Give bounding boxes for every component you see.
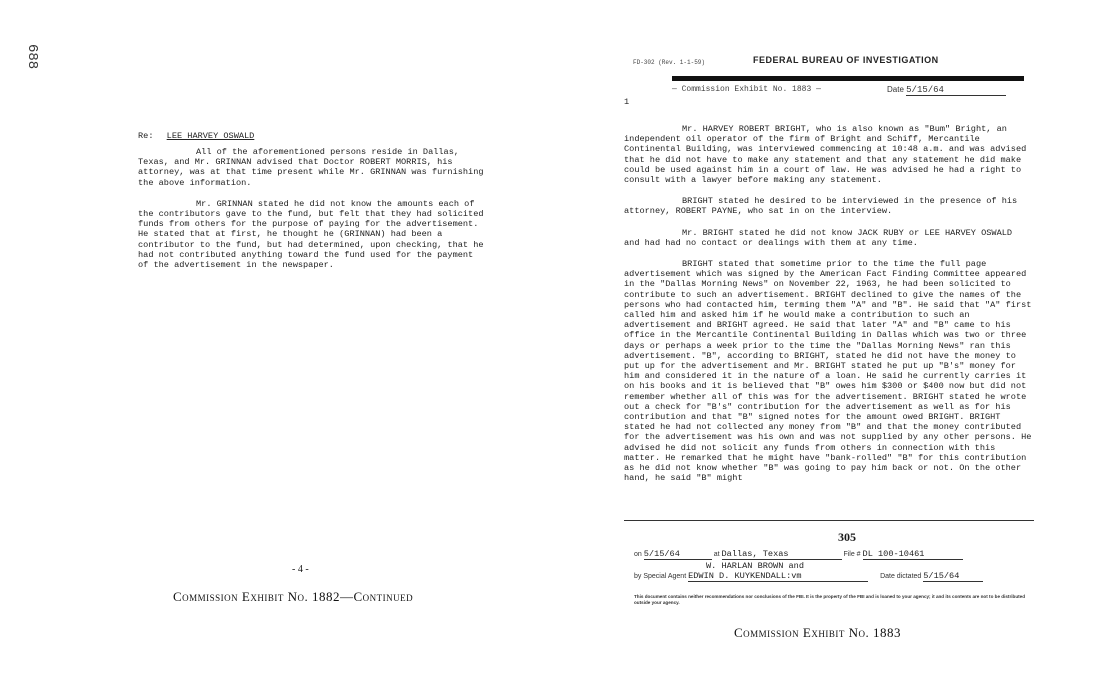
form-code: FD-302 (Rev. 1-1-59) [633,59,706,66]
on-date: 5/15/64 [644,549,712,560]
right-paragraph-3: Mr. BRIGHT stated he did not know JACK RUBY or LEE HARVEY OSWALD and had had no contact or dealings with them at any time. [624,227,1013,248]
file-label: File # [843,551,861,558]
body-end-rule [624,520,1034,521]
date-value: 5/15/64 [906,85,1006,96]
left-caption: Commission Exhibit No. 1882—Continued [173,589,414,604]
margin-number: 1 [624,97,630,107]
exhibit-label: Commission Exhibit No. 1883 [681,85,812,94]
right-body [624,124,1032,495]
right-caption: Commission Exhibit No. 1883 [734,625,902,640]
page-number: 688 [24,44,40,70]
footer-row-2 [634,571,983,582]
right-paragraph-4: BRIGHT stated that sometime prior to the time the full page advertisement which was signed by the American Fact Finding Committee appeared in the "Dallas Morning News" on November 22, 1963, he had been solicited to contribute to such an advertisement. BRIGHT declined to give the names of the persons who had contacted him, terming them "A" and "B". He said that "A" first called him and asked him if he would make a contribution to such an advertisement and BRIGHT agreed. He said that later "A" and "B" came to his office in the Mercantile Continental Building in Dallas which was two or three days or perhaps a week prior to the time the "Dallas Morning News" ran this advertisement. "B", according to BRIGHT, stated he did not have the money to put up for the advertisement and Mr. BRIGHT stated he put up "B's" money for him and considered it in the nature of a loan. He said he currently carries it on his books and it is believed that "B" owes him $300 or $400 now but did not remember whether all of this was for the advertisement. BRIGHT stated he wrote out a check for "B's" contribution for the advertisement as well as for his contribution and that "B" signed notes for the amount owed BRIGHT. BRIGHT stated he had not collected any money from "B" and that the money contributed for the advertisement was his own and was not supplied by any other persons. He advised he did not solicit any funds from others in connection with this matter. He remarked that he might have "bank-rolled" "B" for this contribution as he did not know whether "B" was going to pay him back or not. On the other hand, he said "B" might [624,259,1032,484]
left-paragraph-1: All of the aforementioned persons reside in Dallas, Texas, and Mr. GRINNAN advised that Doctor ROBERT MORRIS, his attorney, was at that time present while Mr. GRINNAN was furnishing the above information. [138,147,484,188]
page-stamp: 305 [838,530,856,544]
right-paragraph-2: BRIGHT stated he desired to be interviewed in the presence of his attorney, ROBERT PAYNE, who sat in on the interview. [624,196,1018,217]
date-label: Date [887,85,904,94]
location: Dallas, Texas [722,549,842,560]
re-subject: LEE HARVEY OSWALD [166,131,255,141]
agency-title: FEDERAL BUREAU OF INVESTIGATION [753,55,939,65]
at-label: at [713,551,720,558]
re-line [138,131,254,141]
on-label: on [634,551,642,558]
right-paragraph-1: Mr. HARVEY ROBERT BRIGHT, who is also known as "Bum" Bright, an independent oil operator of the firm of Bright and Schiff, Mercantile Continental Building, was interviewed commencing at 10:48 a.m. and was advised that he did not have to make any statement and that any statement he did make could be used against him in a court of law. He was advised he had a right to consult with a lawyer before making any statement. [624,124,1027,186]
page-marker: - 4 - [292,564,309,575]
header-bar [672,76,1024,81]
exhibit-label-line: — Commission Exhibit No. 1883 — [672,85,821,94]
footer-row-1 [634,549,963,560]
date-block [887,85,1006,96]
agents-line-1: W. HARLAN BROWN and [706,561,804,571]
disclaimer: This document contains neither recommendations nor conclusions of the FBI. It is the property of the FBI and is loaned to your agency; it and its contents are not to be distributed outside your agency. [634,594,1026,605]
left-body [138,147,488,281]
agents-line-2: EDWIN D. KUYKENDALL:vm [688,571,868,582]
re-label: Re: [138,131,154,141]
file-number: DL 100-10461 [863,549,963,560]
left-paragraph-2: Mr. GRINNAN stated he did not know the amounts each of the contributors gave to the fund, but felt that they had solicited funds from others for the purpose of paying for the advertisement. He stated that at first, he thought he (GRINNAN) had been a contributor to the fund, but had determined, upon checking, that he had not contributed anything toward the fund used for the payment of the advertisement in the newspaper. [138,198,484,271]
dictated-label: Date dictated [880,573,922,580]
dictated-date: 5/15/64 [923,571,983,582]
agent-label: by Special Agent [634,573,687,580]
